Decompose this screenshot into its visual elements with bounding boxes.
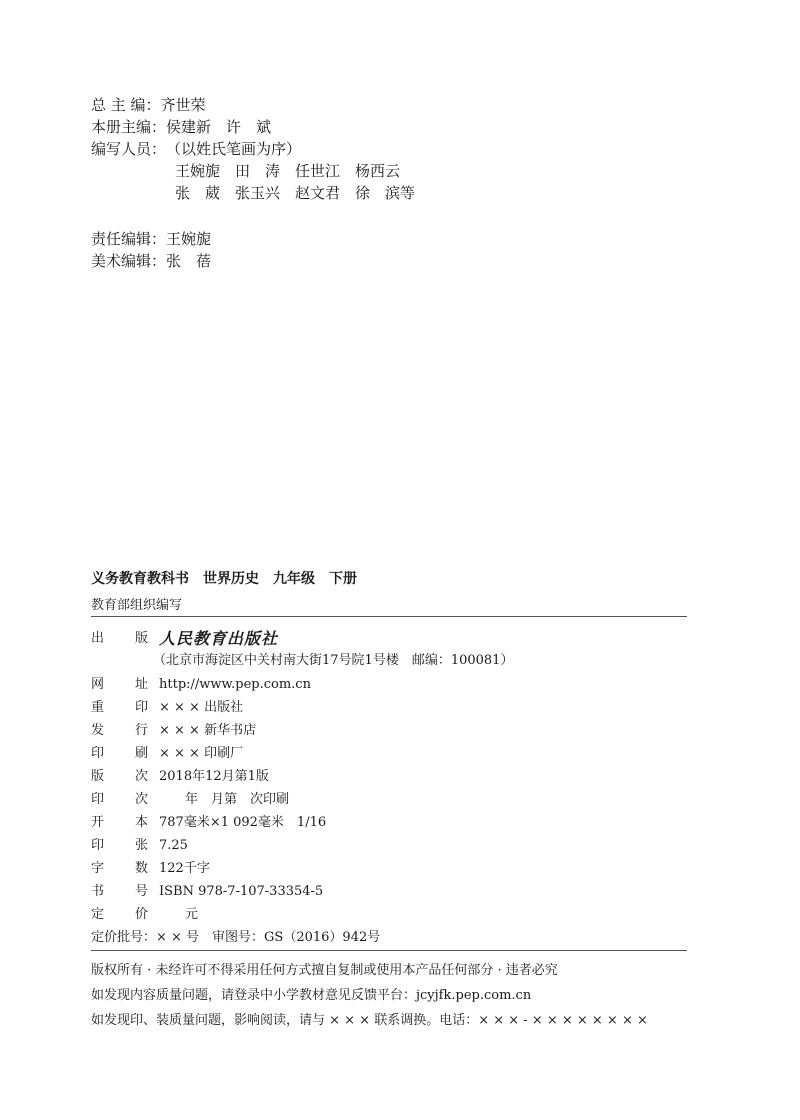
book-info — [91, 568, 357, 613]
chief-editor-value: 齐世荣 — [160, 96, 206, 114]
word-count-label-1: 字 — [91, 861, 105, 876]
volume-editor-value: 侯建新 许 斌 — [166, 118, 272, 136]
isbn-value: ISBN 978-7-107-33354-5 — [159, 884, 324, 899]
book-title: 义务教育教科书 世界历史 九年级 下册 — [91, 571, 357, 587]
word-count-value: 122千字 — [159, 861, 210, 876]
printing-label-1: 印 — [91, 746, 105, 761]
edition-value: 2018年12月第1版 — [159, 769, 269, 784]
writers-row — [91, 138, 301, 160]
writers-names-line2: 张 葳 张玉兴 赵文君 徐 滨等 — [175, 184, 416, 202]
print-quality-line: 如发现印、装质量问题，影响阅读，请与 × × × 联系调换。电话：× × × - × × × × × × × × — [91, 1013, 648, 1028]
content-feedback-line: 如发现内容质量问题，请登录中小学教材意见反馈平台：jcyjfk.pep.com.cn — [91, 988, 532, 1003]
approval-row: 定价批号：× × 号 审图号：GS（2016）942号 — [91, 930, 381, 945]
chief-editor-row — [91, 94, 206, 116]
writers-note: （以姓氏笔画为序） — [166, 140, 302, 158]
website-label-2: 址 — [135, 677, 149, 692]
sheets-label-1: 印 — [91, 838, 105, 853]
publisher-label-1: 出 — [91, 631, 105, 646]
responsible-editor-value: 王婉旎 — [166, 230, 212, 248]
publisher-label-2: 版 — [135, 631, 149, 646]
art-editor-label: 美术编辑： — [91, 252, 167, 270]
website-label-1: 网 — [91, 677, 105, 692]
writers-label: 编写人员： — [91, 140, 167, 158]
isbn-label-2: 号 — [135, 884, 149, 899]
divider-top — [91, 616, 687, 617]
publisher-address: （北京市海淀区中关村南大街17号院1号楼 邮编：100081） — [153, 653, 514, 668]
printing-value: × × × 印刷厂 — [159, 746, 244, 761]
sheets-label-2: 张 — [135, 838, 149, 853]
impression-value: 年 月第 次印刷 — [159, 792, 290, 807]
impression-label-1: 印 — [91, 792, 105, 807]
chief-editor-label: 总 主 编： — [91, 96, 161, 114]
website-value: http://www.pep.com.cn — [159, 677, 311, 692]
reprint-value: × × × 出版社 — [159, 700, 244, 715]
volume-editor-label: 本册主编： — [91, 118, 167, 136]
reprint-label-1: 重 — [91, 700, 105, 715]
impression-label-2: 次 — [135, 792, 149, 807]
word-count-label-2: 数 — [135, 861, 149, 876]
compiled-by: 教育部组织编写 — [91, 598, 183, 613]
art-editor-row — [91, 250, 211, 272]
price-label-1: 定 — [91, 907, 105, 922]
volume-editor-row — [91, 116, 271, 138]
writers-names-line1: 王婉旎 田 涛 任世江 杨西云 — [175, 162, 401, 180]
divider-bottom — [91, 950, 687, 951]
sheets-value: 7.25 — [159, 838, 188, 853]
responsible-editor-label: 责任编辑： — [91, 230, 167, 248]
distribution-value: × × × 新华书店 — [159, 723, 257, 738]
price-value: 元 — [159, 907, 199, 922]
publisher-logo: 人民教育出版社 — [159, 629, 279, 648]
distribution-label-1: 发 — [91, 723, 105, 738]
format-label-1: 开 — [91, 815, 105, 830]
price-label-2: 价 — [135, 907, 149, 922]
format-label-2: 本 — [135, 815, 149, 830]
reprint-label-2: 印 — [135, 700, 149, 715]
responsible-editor-row — [91, 228, 211, 250]
format-value: 787毫米×1 092毫米 1/16 — [159, 815, 327, 830]
isbn-label-1: 书 — [91, 884, 105, 899]
copyright-line: 版权所有 · 未经许可不得采用任何方式擅自复制或使用本产品任何部分 · 违者必究 — [91, 963, 558, 978]
art-editor-value: 张 蓓 — [166, 252, 212, 270]
edition-label-1: 版 — [91, 769, 105, 784]
printing-label-2: 刷 — [135, 746, 149, 761]
distribution-label-2: 行 — [135, 723, 149, 738]
edition-label-2: 次 — [135, 769, 149, 784]
